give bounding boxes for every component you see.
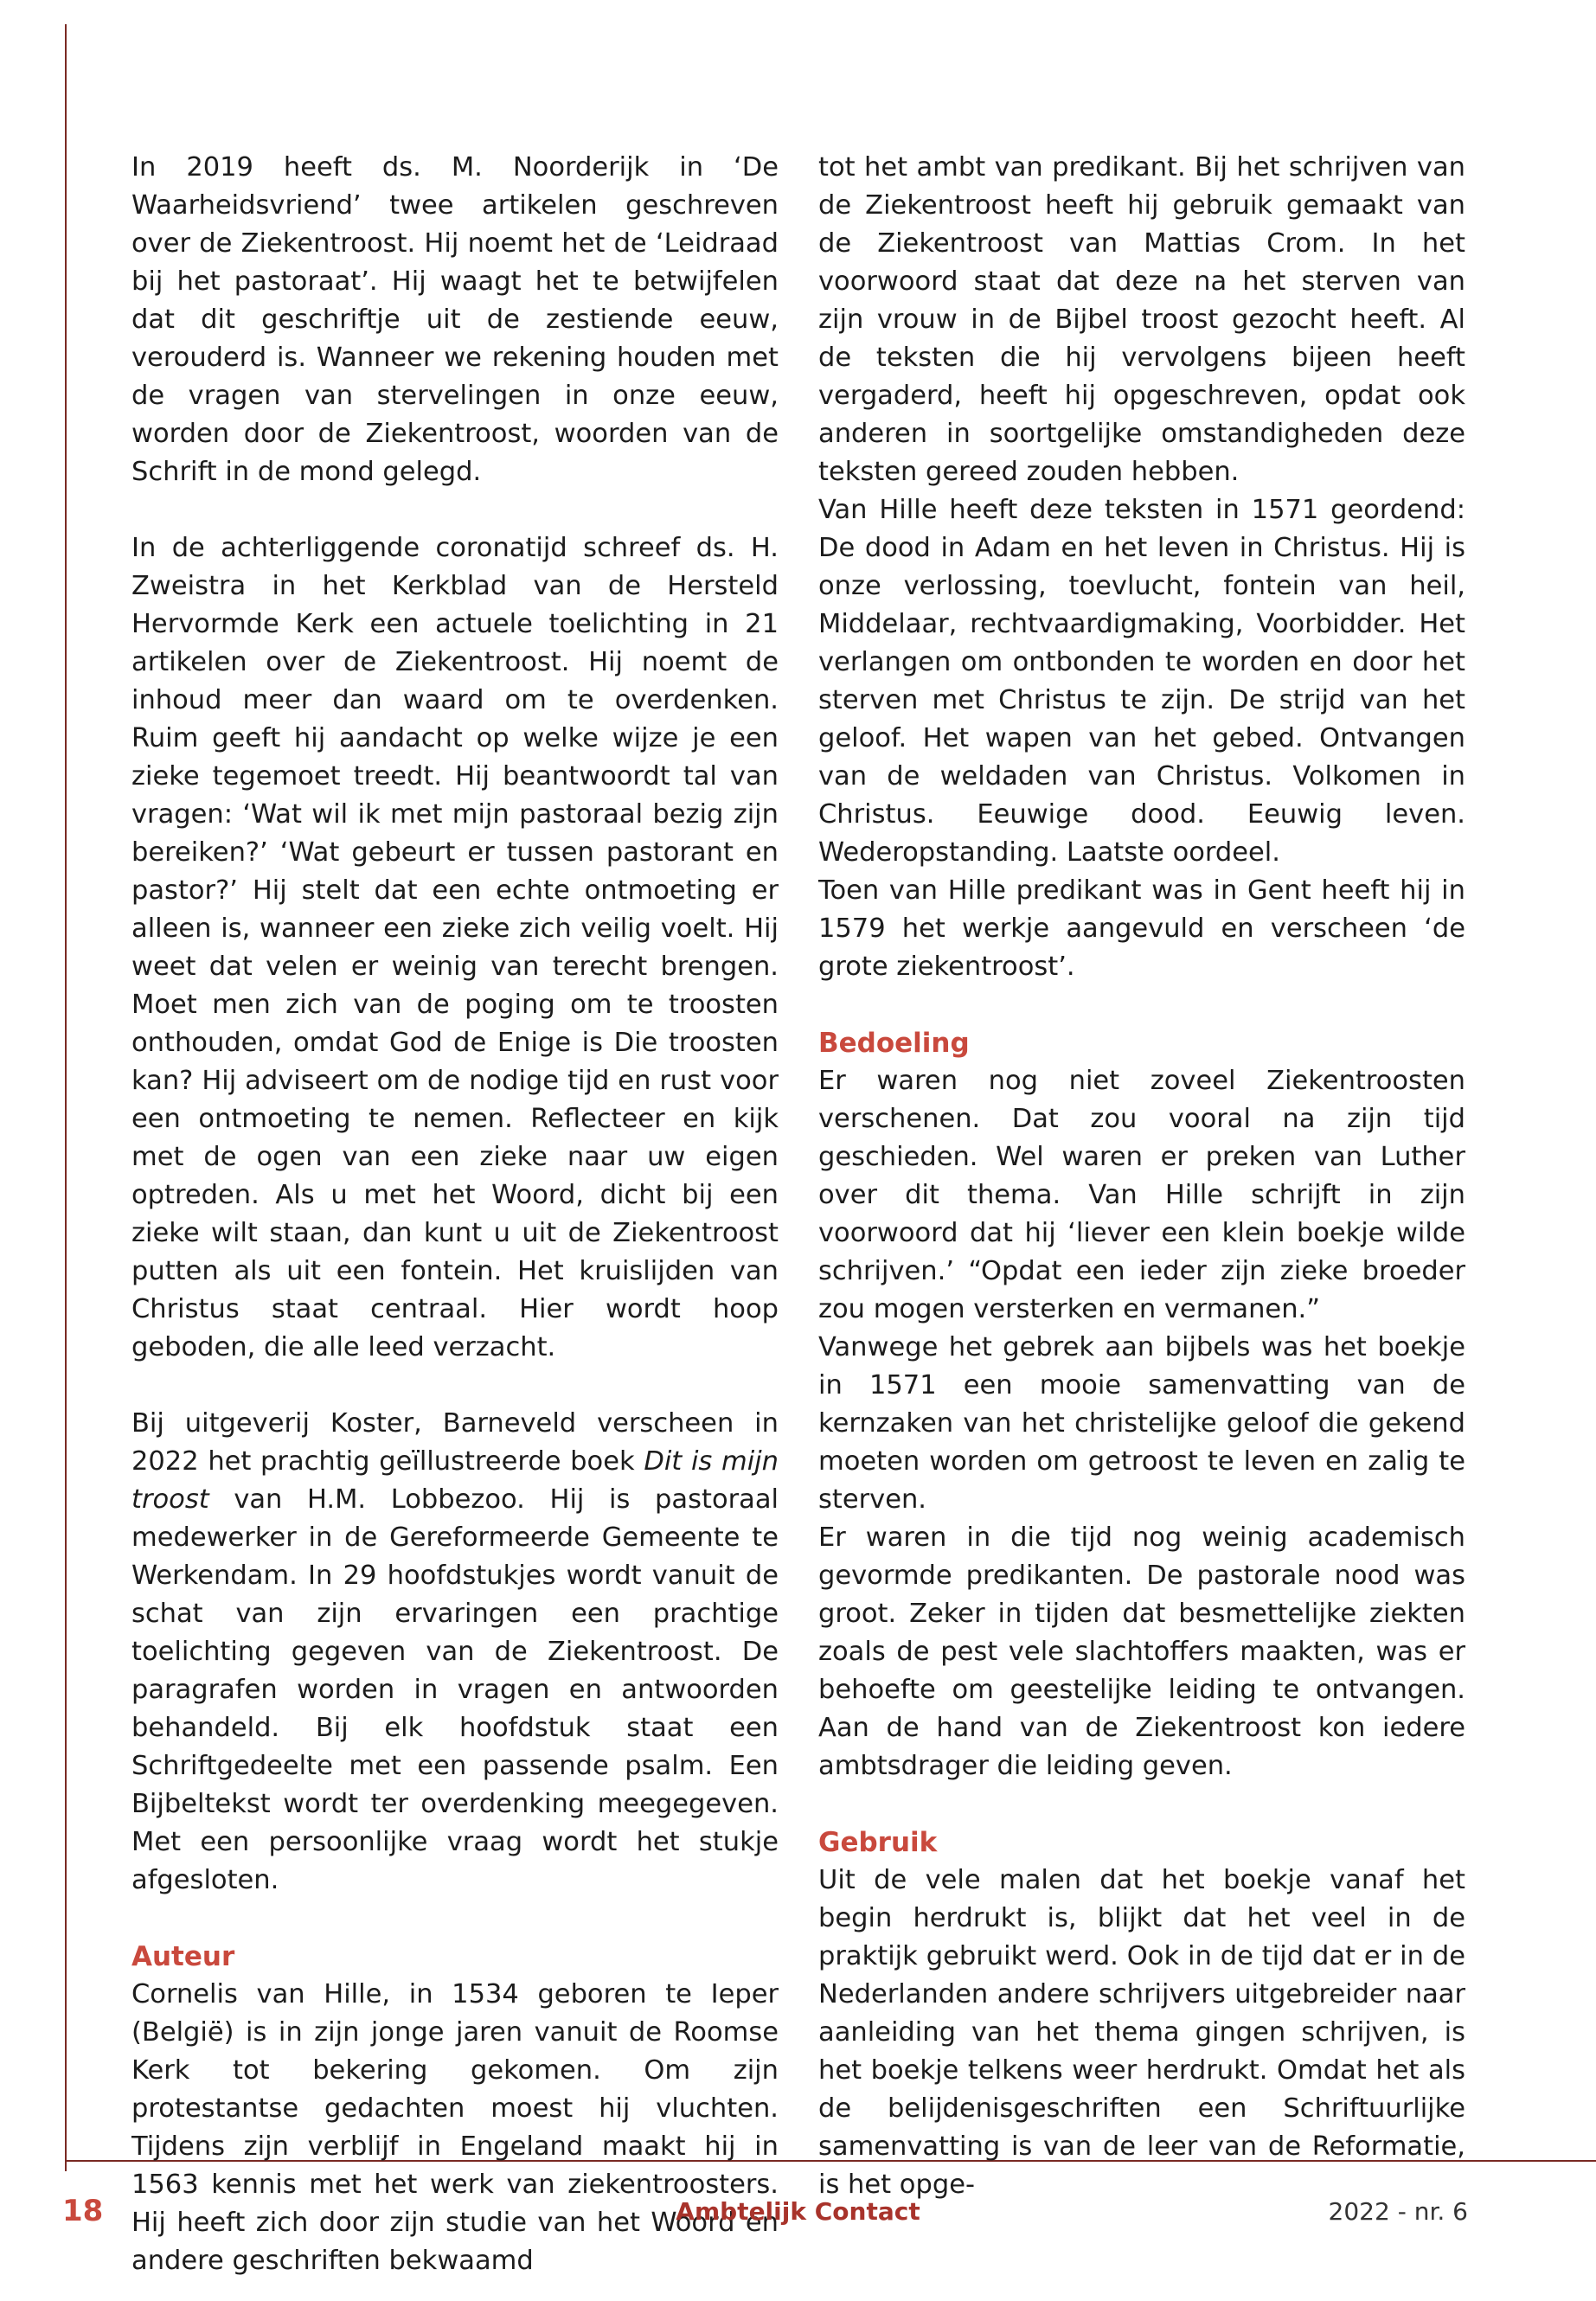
heading-bedoeling: Bedoeling: [818, 1028, 970, 1059]
page-margin-rule: [65, 24, 67, 2171]
paragraph-gent: Toen van Hille predikant was in Gent heeft hij in 1579 het werkje aangevuld en verscheen ‘de grote ziekentroost’.: [818, 875, 1465, 982]
issue-number: 2022 - nr. 6: [1328, 2197, 1468, 2226]
heading-auteur: Auteur: [131, 1941, 235, 1972]
publication-title: Ambtelijk Contact: [676, 2197, 920, 2226]
paragraph-pastorale-nood: Er waren in die tijd nog weinig academisch gevormde predikanten. De pastorale nood was groot. Zeker in tijden dat besmettelijke ziekten zoals de pest vele slachtoffers maakten, was er behoefte om geestelijke leiding te ontvangen. Aan de hand van de Ziekentroost kon iedere ambtsdrager die leiding geven.: [818, 1522, 1465, 1781]
paragraph-teksten-1571: Van Hille heeft deze teksten in 1571 geordend: De dood in Adam en het leven in Christus. Hij is onze verlossing, toevlucht, fontein van heil, Middelaar, rechtvaardigmaking, Voorbidder. Het verlangen om ontbonden te worden en door het sterven met Christus te zijn. De strijd van het geloof. Het wapen van het gebed. Ontvangen van de weldaden van Christus. Volkomen in Christus. Eeuwige dood. Eeuwig leven. Wederopstanding. Laatste oordeel.: [818, 495, 1465, 868]
book-title: Dit is mijn troost: [131, 1446, 779, 1515]
left-column: [131, 149, 779, 2280]
paragraph-zweistra: In de achterliggende coronatijd schreef ds. H. Zweistra in het Kerkblad van de Hersteld Hervormde Kerk een actuele toelichting in 21 artikelen over de Ziekentroost. Hij noemt de inhoud meer dan waard om te overdenken. Ruim geeft hij aandacht op welke wijze je een zieke tegemoet treedt. Hij beantwoordt tal van vragen: ‘Wat wil ik met mijn pastoraal bezig zijn bereiken?’ ‘Wat gebeurt er tussen pastorant en pastor?’ Hij stelt dat een echte ontmoeting er alleen is, wanneer een zieke zich veilig voelt. Hij weet dat velen er weinig van terecht brengen. Moet men zich van de poging om te troosten onthouden, omdat God de Enige is Die troosten kan? Hij adviseert om de nodige tijd en rust voor een ontmoeting te nemen. Reflecteer en kijk met de ogen van een zieke naar uw eigen optreden. Als u met het Woord, dicht bij een zieke wilt staan, dan kunt u uit de Ziekentroost putten als uit een fontein. Het kruislijden van Christus staat centraal. Hier wordt hoop geboden, die alle leed verzacht.: [131, 533, 779, 1362]
paragraph-bedoeling: Er waren nog niet zoveel Ziekentroosten verschenen. Dat zou vooral na zijn tijd geschieden. Wel waren er preken van Luther over dit thema. Van Hille schrijft in zijn voorwoord dat hij ‘liever een klein boekje wilde schrijven.’ “Opdat een ieder zijn zieke broeder zou mogen versterken en vermanen.”: [818, 1066, 1465, 1324]
paragraph-van-hille-bio: Cornelis van Hille, in 1534 geboren te Ieper (België) is in zijn jonge jaren vanuit de Roomse Kerk tot bekering gekomen. Om zijn protestantse gedachten moest hij vluchten. Tijdens zijn verblijf in Engeland maakt hij in 1563 kennis met het werk van ziekentroosters. Hij heeft zich door zijn studie van het Woord en andere geschriften bekwaamd: [131, 1979, 779, 2276]
right-column: [818, 149, 1465, 2204]
paragraph-noorderijk: In 2019 heeft ds. M. Noorderijk in ‘De Waarheidsvriend’ twee artikelen geschreven over de Ziekentroost. Hij noemt het de ‘Leidraad bij het pastoraat’. Hij waagt het te betwijfelen dat dit geschriftje uit de zestiende eeuw, verouderd is. Wanneer we rekening houden met de vragen van stervelingen in onze eeuw, worden door de Ziekentroost, woorden van de Schrift in de mond gelegd.: [131, 152, 779, 487]
paragraph-lobbezoo-start: Bij uitgeverij Koster, Barneveld verscheen in 2022 het prachtig geïllustreerde boek: [131, 1408, 779, 1477]
paragraph-bijbels: Vanwege het gebrek aan bijbels was het boekje in 1571 een mooie samenvatting van de kernzaken van het christelijke geloof die gekend moeten worden om getroost te leven en zalig te sterven.: [818, 1332, 1465, 1515]
paragraph-ambt: tot het ambt van predikant. Bij het schrijven van de Ziekentroost heeft hij gebruik gemaakt van de Ziekentroost van Mattias Crom. In het voorwoord staat dat deze na het sterven van zijn vrouw in de Bijbel troost gezocht heeft. Al de teksten die hij vervolgens bijeen heeft vergaderd, heeft hij opgeschreven, opdat ook anderen in soortgelijke omstandigheden deze teksten gereed zouden hebben.: [818, 152, 1465, 487]
page-number: 18: [62, 2194, 104, 2228]
paragraph-gebruik: Uit de vele malen dat het boekje vanaf het begin herdrukt is, blijkt dat het veel in de praktijk gebruikt werd. Ook in de tijd dat er in de Nederlanden andere schrijvers uitgebreider naar aanleiding van het thema gingen schrijven, is het boekje telkens weer herdrukt. Omdat het als de belijdenisgeschriften een Schriftuurlijke samenvatting is van de leer van de Reformatie, is het opge-: [818, 1865, 1465, 2200]
paragraph-lobbezoo-rest: van H.M. Lobbezoo. Hij is pastoraal medewerker in de Gereformeerde Gemeente te Werkendam. In 29 hoofdstukjes wordt vanuit de schat van zijn ervaringen een prachtige toelichting gegeven van de Ziekentroost. De paragrafen worden in vragen en antwoorden behandeld. Bij elk hoofdstuk staat een Schriftgedeelte met een passende psalm. Een Bijbeltekst wordt ter overdenking meegegeven. Met een persoonlijke vraag wordt het stukje afgesloten.: [131, 1484, 779, 1895]
heading-gebruik: Gebruik: [818, 1827, 938, 1858]
paragraph-lobbezoo: [131, 1405, 779, 1900]
